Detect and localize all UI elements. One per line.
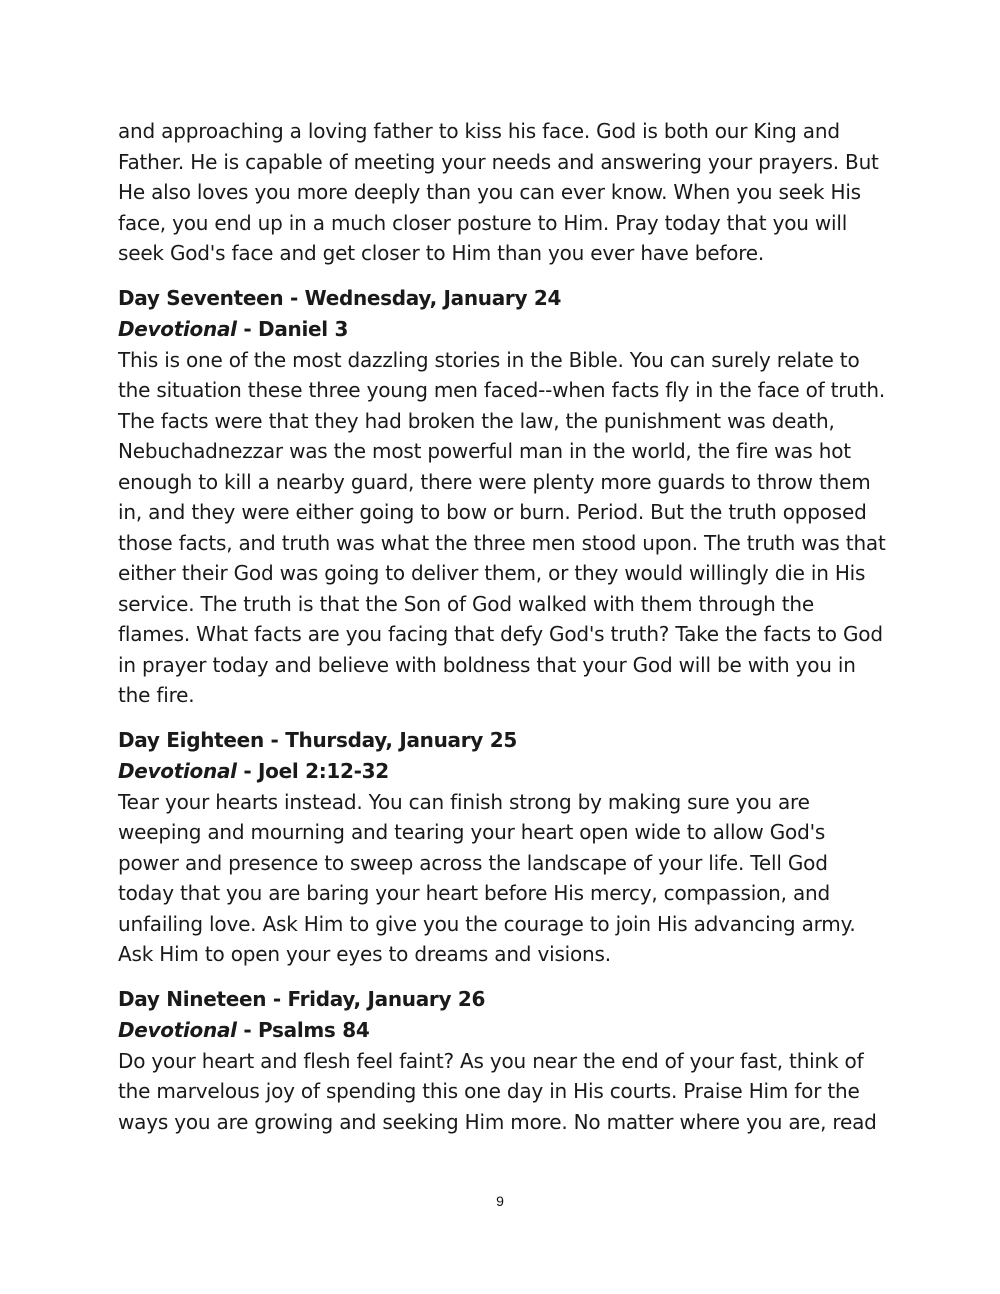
devotional-label: Devotional xyxy=(118,758,237,783)
devotional-label: Devotional xyxy=(118,316,237,341)
devotional-body: Tear your hearts instead. You can finish strong by making sure you are weeping and mourning and tearing your heart open wide to allow God's power and presence to sweep across the landscape of your life. Tell God today that you are baring your heart before His mercy, compassion, and unfailing love. Ask Him to give you the courage to join His advancing army. Ask Him to open your eyes to dreams and visions. xyxy=(118,789,856,966)
devotional-label: Devotional xyxy=(118,1017,237,1042)
devotional-body: This is one of the most dazzling stories in the Bible. You can surely relate to the situation these three young men faced--when facts fly in the face of truth. The facts were that they had broken the law, the punishment was death, Nebuchadnezzar was the most powerful man in the world, the fire was hot enough to kill a nearby guard, there were plenty more guards to throw them in, and they were either going to bow or burn. Period. But the truth opposed those facts, and truth was what the three men stood upon. The truth was that either their God was going to deliver them, or they would willingly die in His service. The truth is that the Son of God walked with them through the flames. What facts are you facing that defy God's truth? Take the facts to God in prayer today and believe with boldness that your God will be with you in the fire. xyxy=(118,347,886,707)
day-heading: Day Nineteen - Friday, January 26 xyxy=(118,986,486,1011)
devotional-separator: - xyxy=(236,1017,259,1042)
page-content xyxy=(118,116,888,1137)
page-number: 9 xyxy=(496,1193,504,1209)
scripture-reference: Joel 2:12-32 xyxy=(258,758,389,783)
scripture-reference: Psalms 84 xyxy=(258,1017,370,1042)
day-heading: Day Eighteen - Thursday, January 25 xyxy=(118,727,517,752)
day-section-eighteen xyxy=(118,725,888,970)
devotional-separator: - xyxy=(236,316,259,341)
devotional-line xyxy=(118,1015,888,1046)
devotional-body: Do your heart and flesh feel faint? As you near the end of your fast, think of the marvelous joy of spending this one day in His courts. Praise Him for the ways you are growing and seeking Him more. No matter where you are, read xyxy=(118,1048,877,1134)
day-heading: Day Seventeen - Wednesday, January 24 xyxy=(118,285,562,310)
scripture-reference: Daniel 3 xyxy=(258,316,349,341)
intro-paragraph: and approaching a loving father to kiss his face. God is both our King and Father. He is capable of meeting your needs and answering your prayers. But He also loves you more deeply than you can ever know. When you seek His face, you end up in a much closer posture to Him. Pray today that you will seek God's face and get closer to Him than you ever have before. xyxy=(118,119,879,265)
devotional-line xyxy=(118,756,888,787)
devotional-line xyxy=(118,314,888,345)
devotional-separator: - xyxy=(236,758,259,783)
day-section-seventeen xyxy=(118,283,888,711)
day-section-nineteen xyxy=(118,984,888,1138)
